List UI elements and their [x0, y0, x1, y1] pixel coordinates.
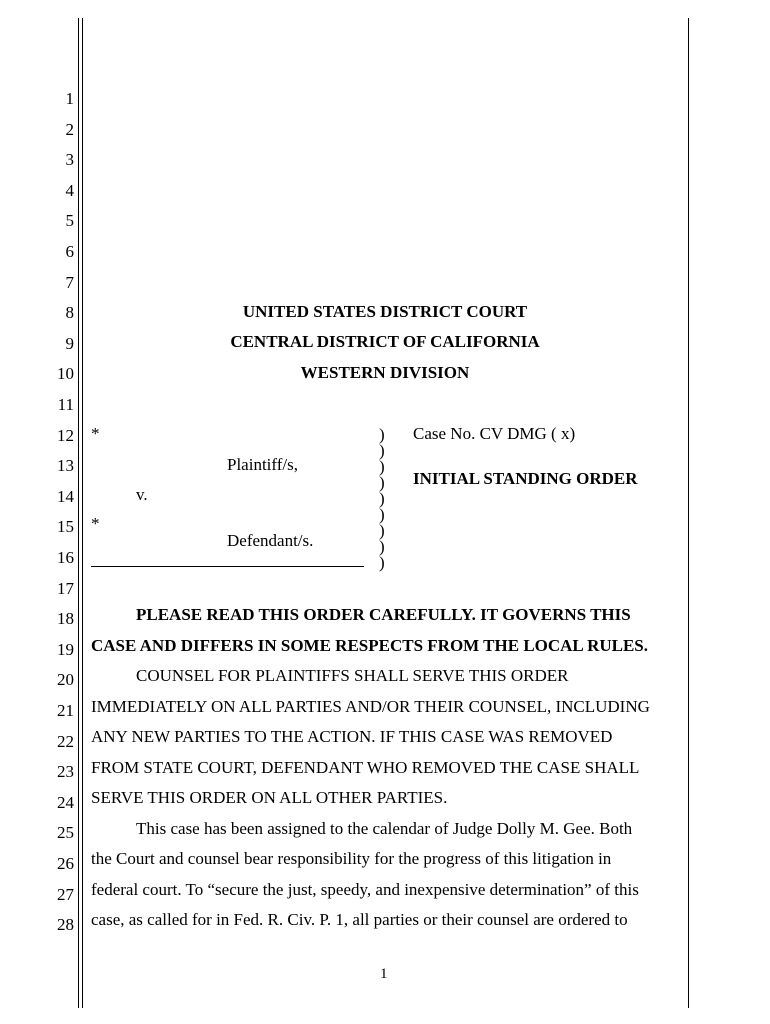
line-number: 2	[65, 119, 74, 139]
paragraph-line-1: This case has been assigned to the calendar of Judge Dolly M. Gee. Both	[136, 819, 633, 838]
case-number: Case No. CV DMG ( x)	[413, 424, 576, 443]
caption-paren: )	[379, 505, 385, 524]
line-number: 23	[57, 762, 74, 782]
line-number: 22	[57, 731, 74, 751]
line-number: 17	[57, 578, 74, 598]
line-number: 8	[65, 303, 74, 323]
line-number: 19	[57, 639, 74, 659]
line-number: 1	[65, 89, 74, 108]
line-number: 11	[57, 395, 74, 414]
caption-paren: )	[379, 521, 385, 540]
line-number: 28	[57, 915, 74, 935]
line-number: 3	[65, 150, 74, 170]
line-number: 10	[57, 364, 74, 384]
plaintiff-marker: *	[91, 424, 100, 443]
line-number: 18	[57, 609, 74, 629]
line-number: 26	[57, 854, 74, 873]
caption-underline	[91, 566, 364, 567]
plaintiff-label: Plaintiff/s,	[227, 455, 298, 474]
line-number: 6	[65, 242, 74, 261]
line-number: 9	[65, 333, 74, 353]
line-number: 20	[57, 670, 74, 690]
counsel-line-2: IMMEDIATELY ON ALL PARTIES AND/OR THEIR COUNSEL, INCLUDING	[91, 697, 650, 716]
line-number: 16	[57, 548, 74, 567]
caption-paren: )	[379, 473, 385, 492]
line-number: 24	[57, 792, 74, 812]
defendant-marker: *	[91, 514, 100, 533]
warning-line-1: PLEASE READ THIS ORDER CAREFULLY. IT GOVERNS THIS	[136, 605, 631, 624]
line-number: 27	[57, 884, 74, 904]
versus-label: v.	[136, 485, 148, 504]
paragraph-line-4: case, as called for in Fed. R. Civ. P. 1, all parties or their counsel are ordered to	[91, 910, 628, 929]
caption-paren: )	[379, 537, 385, 556]
counsel-line-4: FROM STATE COURT, DEFENDANT WHO REMOVED THE CASE SHALL	[91, 758, 640, 777]
counsel-line-5: SERVE THIS ORDER ON ALL OTHER PARTIES.	[91, 788, 448, 807]
counsel-line-1: COUNSEL FOR PLAINTIFFS SHALL SERVE THIS ORDER	[136, 666, 569, 685]
line-number: 4	[65, 180, 74, 200]
line-number: 15	[57, 517, 74, 537]
caption-paren: )	[379, 489, 385, 508]
order-title: INITIAL STANDING ORDER	[413, 469, 638, 488]
line-number: 13	[57, 456, 74, 476]
line-number: 14	[57, 486, 74, 506]
caption-paren: )	[379, 553, 385, 572]
caption-paren: )	[379, 425, 385, 444]
paragraph-line-2: the Court and counsel bear responsibility for the progress of this litigation in	[91, 849, 612, 868]
left-margin-rule-outer	[78, 18, 79, 1008]
line-number: 12	[57, 425, 74, 445]
left-margin-rule-inner	[82, 18, 83, 1008]
caption-paren: )	[379, 441, 385, 460]
warning-line-2: CASE AND DIFFERS IN SOME RESPECTS FROM THE LOCAL RULES.	[91, 636, 649, 655]
defendant-label: Defendant/s.	[227, 531, 314, 550]
line-number: 21	[57, 701, 74, 720]
page-number: 1	[380, 966, 388, 982]
right-margin-rule	[688, 18, 689, 1008]
district-name: CENTRAL DISTRICT OF CALIFORNIA	[230, 332, 540, 351]
line-number: 7	[65, 272, 74, 292]
line-number: 5	[65, 211, 74, 231]
paragraph-line-3: federal court. To “secure the just, speedy, and inexpensive determination” of this	[91, 880, 639, 899]
court-name: UNITED STATES DISTRICT COURT	[242, 302, 528, 321]
counsel-line-3: ANY NEW PARTIES TO THE ACTION. IF THIS CASE WAS REMOVED	[91, 727, 613, 746]
division-name: WESTERN DIVISION	[300, 363, 470, 382]
line-number: 25	[57, 823, 74, 843]
caption-paren: )	[379, 457, 385, 476]
